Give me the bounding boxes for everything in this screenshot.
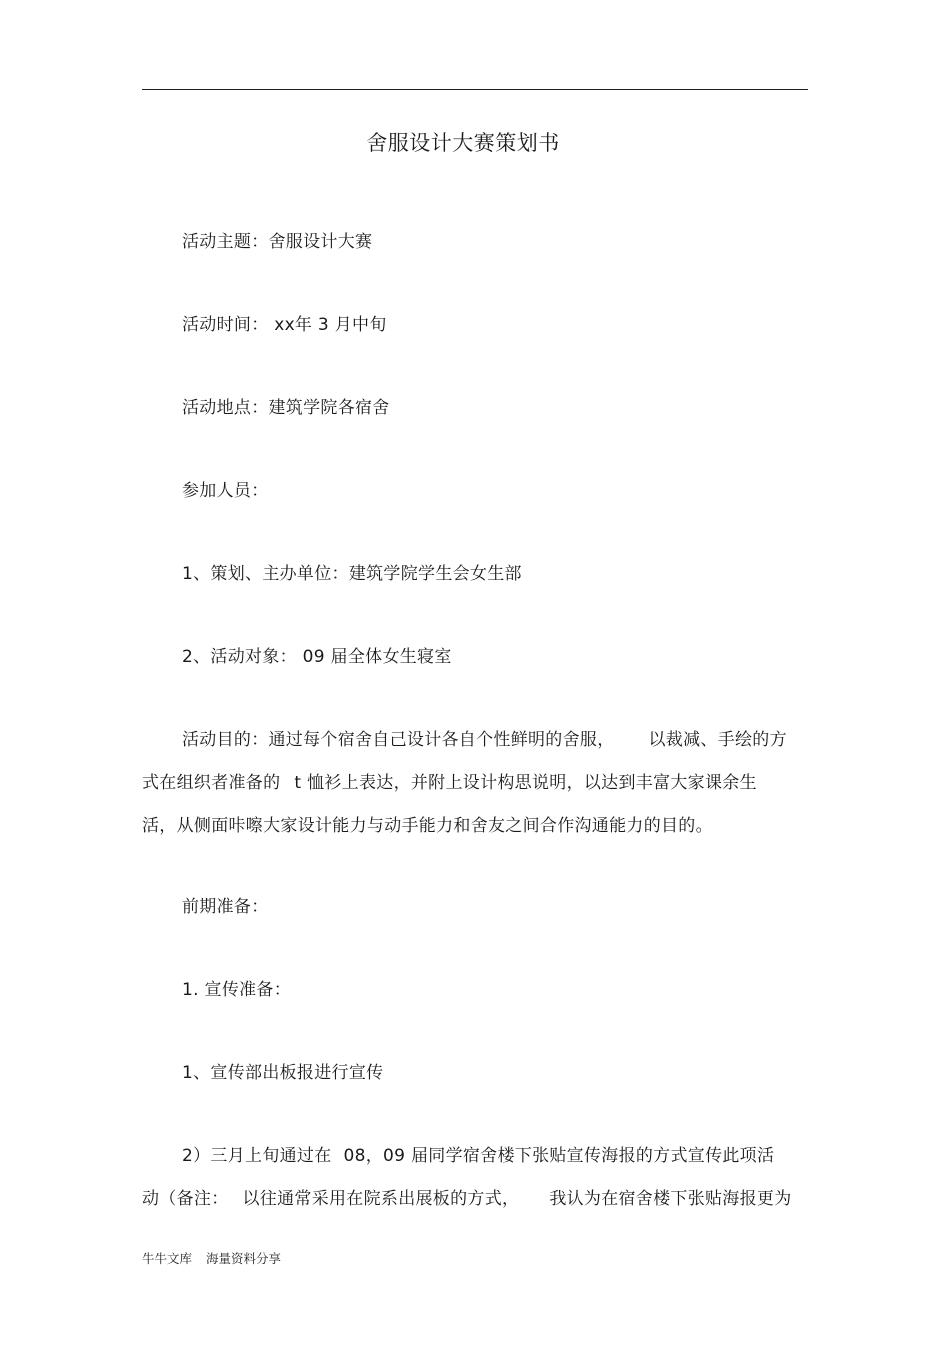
activity-location: 活动地点：建筑学院各宿舍	[182, 398, 390, 418]
publicity-item-2a: 2）三月上旬通过在	[182, 1146, 332, 1166]
document-title: 舍服设计大赛策划书	[366, 131, 560, 155]
publicity-item-2c: 动（备注：	[142, 1189, 229, 1209]
page-footer	[142, 1249, 281, 1267]
audience-line: 2、活动对象： 09 届全体女生寝室	[182, 647, 452, 667]
purpose-line-2a: 式在组织者准备的	[142, 773, 281, 793]
publicity-item-2d: 以往通常采用在院系出展板的方式，	[242, 1189, 520, 1209]
publicity-item-2-line-2	[142, 1184, 792, 1209]
publicity-item-2-line-1	[182, 1141, 774, 1166]
footer-brand: 牛牛文库	[142, 1251, 193, 1266]
purpose-line-2	[142, 768, 757, 793]
purpose-line-2b: t 恤衫上表达，并附上设计构思说明，以达到丰富大家课余生	[294, 773, 757, 793]
publicity-item-1: 1、宣传部出板报进行宣传	[182, 1063, 384, 1083]
purpose-line-1a: 活动目的：通过每个宿舍自己设计各自个性鲜明的舍服，	[182, 730, 615, 750]
header-rule	[142, 89, 808, 90]
participants-heading: 参加人员：	[182, 481, 269, 501]
activity-time: 活动时间： xx年 3 月中旬	[182, 315, 387, 335]
publicity-item-2b: 08，09 届同学宿舍楼下张贴宣传海报的方式宣传此项活	[343, 1146, 775, 1166]
activity-theme: 活动主题：舍服设计大赛	[182, 232, 373, 252]
purpose-line-1b: 以裁减、手绘的方	[648, 730, 787, 750]
publicity-heading: 1. 宣传准备：	[182, 980, 292, 1000]
preparation-heading: 前期准备：	[182, 897, 269, 917]
purpose-line-3: 活，从侧面咔嚓大家设计能力与动手能力和舍友之间合作沟通能力的目的。	[142, 816, 713, 836]
organizer-line: 1、策划、主办单位：建筑学院学生会女生部	[182, 564, 522, 584]
footer-slogan: 海量资料分享	[206, 1251, 282, 1266]
purpose-line-1	[182, 725, 787, 750]
publicity-item-2e: 我认为在宿舍楼下张贴海报更为	[549, 1189, 792, 1209]
